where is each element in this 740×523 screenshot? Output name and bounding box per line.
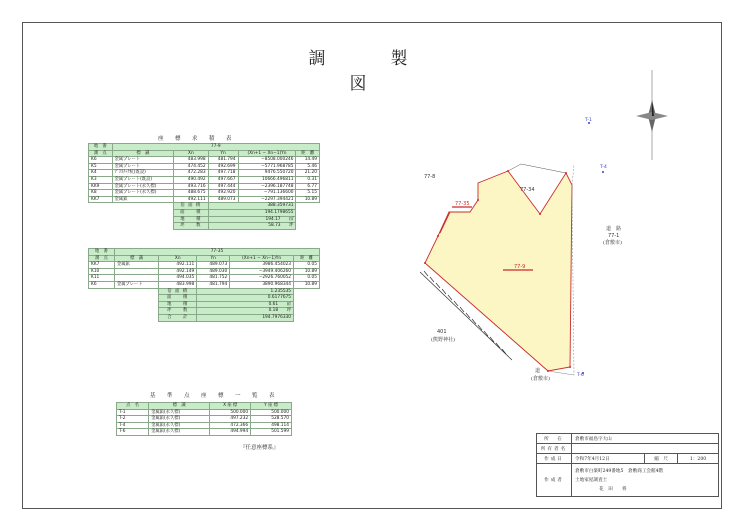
x-coord: 500.000 xyxy=(210,409,251,416)
distance: 0.05 xyxy=(294,275,320,282)
col-header: (Xn+1 − Xn−1)Yn xyxy=(238,150,296,157)
summary-label: 地 積 xyxy=(159,301,197,308)
x-coord: 472.283 xyxy=(174,170,208,177)
lot-77-35-label: 77-35 xyxy=(455,201,470,207)
summary-value: 388.359731 xyxy=(208,203,296,210)
summary-label: 倍 面 積 xyxy=(174,203,208,210)
lot-401-owner: (熊野神社) xyxy=(431,337,455,343)
x-coord: 488.675 xyxy=(174,190,208,197)
distance: 5.15 xyxy=(296,190,320,197)
point-name: KK9 xyxy=(89,183,113,190)
distance: 10.89 xyxy=(294,281,320,288)
area-term: −8508.000246 xyxy=(238,157,296,164)
scale-value: 1：200 xyxy=(678,454,719,464)
scale-label: 縮 尺 xyxy=(645,454,678,464)
summary-value: 0.18 坪 xyxy=(197,308,294,315)
col-header: Y 座 標 xyxy=(251,403,292,410)
lot-label: 地 番 xyxy=(89,144,113,151)
x-coord: 492.111 xyxy=(174,196,208,203)
x-coord: 494.994 xyxy=(210,429,251,436)
col-header: 測 点 xyxy=(89,150,113,157)
x-coord: 483.998 xyxy=(159,281,197,288)
coordinate-system-note: 『任意座標系』 xyxy=(240,445,279,451)
area-term: −2926.760052 xyxy=(230,275,294,282)
marker-type: 金属鋲 xyxy=(114,262,158,269)
summary-label: 倍 面 積 xyxy=(159,288,197,295)
point-name: K4 xyxy=(89,170,113,177)
col-header: 測 点 xyxy=(89,255,115,262)
boundary-point xyxy=(539,213,541,215)
area-term: −791.136600 xyxy=(238,190,296,197)
author-block xyxy=(572,464,719,497)
col-header: 距 離 xyxy=(294,255,320,262)
boundary-point xyxy=(437,235,439,237)
info-block xyxy=(536,433,719,497)
boundary-point xyxy=(477,199,479,201)
area-term: −2396.187748 xyxy=(238,183,296,190)
y-coord: 481.752 xyxy=(197,275,230,282)
marker-type: 金属プレート(既設) xyxy=(112,176,174,183)
boundary-point xyxy=(569,366,571,368)
summary-value: 194.1798655 xyxy=(208,209,296,216)
summary-value: 1.235535 xyxy=(197,288,294,295)
reference-point-t4 xyxy=(602,171,604,173)
col-header: (Xn+1 − Xn−1)Yn xyxy=(230,255,294,262)
lot-77-8-label: 77-8 xyxy=(424,174,436,180)
road-edge-bottom xyxy=(548,371,574,375)
road-right-lot: 77-1 xyxy=(608,233,620,239)
y-coord: 497.667 xyxy=(208,176,238,183)
col-header: 標 識 xyxy=(112,150,174,157)
lot-401-label: 401 xyxy=(437,329,447,335)
point-name: T-2 xyxy=(117,416,149,423)
col-header: 距 離 xyxy=(296,150,320,157)
distance: 10.89 xyxy=(296,196,320,203)
marker-type: 金属鋲(永久標) xyxy=(149,409,210,416)
lot-label: 地 番 xyxy=(89,249,115,256)
owner-value xyxy=(572,444,719,454)
summary-value: 58.73 坪 xyxy=(208,223,296,230)
y-coord: 489.030 xyxy=(197,268,230,275)
point-name: K8 xyxy=(89,190,113,197)
point-name: T-6 xyxy=(117,429,149,436)
col-header: X 座 標 xyxy=(210,403,251,410)
area-term: −2297.394421 xyxy=(238,196,296,203)
boundary-point xyxy=(507,170,509,172)
summary-label: 面 積 xyxy=(174,209,208,216)
north-arrow-icon xyxy=(636,70,668,160)
x-coord: 472.366 xyxy=(210,422,251,429)
area-term: −5771.968785 xyxy=(238,163,296,170)
author-title: 土地家屋調査士 xyxy=(575,477,608,483)
location-label: 所 在 xyxy=(537,434,572,444)
marker-type: 金属プレート xyxy=(112,157,174,164)
col-header: Yn xyxy=(208,150,238,157)
marker-type: 金属鋲 xyxy=(112,196,174,203)
point-name: T-4 xyxy=(117,422,149,429)
marker-type: 金属プレート(永久標) xyxy=(112,183,174,190)
point-name: K10 xyxy=(89,268,115,275)
col-header: 標 識 xyxy=(149,403,210,410)
boundary-point xyxy=(565,172,567,174)
summary-label: 坪 数 xyxy=(174,223,208,230)
y-coord: 481.794 xyxy=(197,281,230,288)
t1-label: T-1 xyxy=(585,118,592,123)
area-term: 3986.454023 xyxy=(230,262,294,269)
summary-value: 194.17 ㎡ xyxy=(208,216,296,223)
summary-value: 0.61 ㎡ xyxy=(197,301,294,308)
y-coord: 501.599 xyxy=(251,429,292,436)
marker-type: 金属鋲(永久標) xyxy=(149,422,210,429)
area-term: −3949.406260 xyxy=(230,268,294,275)
road-edge xyxy=(572,165,574,375)
distance: 0.05 xyxy=(294,262,320,269)
x-coord: 483.998 xyxy=(174,157,208,164)
lot-77-9-label: 77-9 xyxy=(514,264,526,270)
distance: 21.20 xyxy=(296,170,320,177)
area-term: 3890.968344 xyxy=(230,281,294,288)
road-right-label: 道 路 xyxy=(606,226,622,232)
point-name: K3 xyxy=(89,176,113,183)
y-coord: 489.073 xyxy=(208,196,238,203)
ref-table-title: 基 準 点 座 標 一 覧 表 xyxy=(150,393,278,399)
x-coord: 492.111 xyxy=(159,262,197,269)
point-name: K6 xyxy=(89,281,115,288)
t4-label: T-4 xyxy=(600,165,607,170)
distance: 10.89 xyxy=(294,268,320,275)
owner-label: 所有者名 xyxy=(537,444,572,454)
y-coord: 481.794 xyxy=(208,157,238,164)
x-coord: 493.716 xyxy=(174,183,208,190)
y-coord: 492.920 xyxy=(208,190,238,197)
y-coord: 500.000 xyxy=(251,409,292,416)
x-coord: 497.232 xyxy=(210,416,251,423)
point-name: K5 xyxy=(89,163,113,170)
point-name: KK7 xyxy=(89,196,113,203)
marker-type: 金属プレート xyxy=(112,163,174,170)
x-coord: 474.452 xyxy=(174,163,208,170)
distance: 14.49 xyxy=(296,157,320,164)
col-header: 標 識 xyxy=(114,255,158,262)
col-header: Xn xyxy=(174,150,208,157)
author-label: 作成者 xyxy=(537,464,572,497)
summary-label: 地 積 xyxy=(174,216,208,223)
marker-type: 金属鋲(永久標) xyxy=(149,429,210,436)
distance: 5.46 xyxy=(296,163,320,170)
col-header: Yn xyxy=(197,255,230,262)
t6-label: T-6 xyxy=(577,373,584,378)
boundary-point xyxy=(424,262,426,264)
lot-77-34-label: 77-34 xyxy=(520,187,535,193)
col-header: Xn xyxy=(159,255,197,262)
y-coord: 489.073 xyxy=(197,262,230,269)
page-title: 調 製 図 xyxy=(308,49,473,94)
y-coord: 498.114 xyxy=(251,422,292,429)
date-value: 令和7年4月12日 xyxy=(572,454,645,464)
marker-type: ﾌﾟﾗｽﾁｯｸ杭(既設) xyxy=(112,170,174,177)
point-name: K11 xyxy=(89,275,115,282)
y-coord: 492.699 xyxy=(208,163,238,170)
road-bottom-owner: (倉敷市) xyxy=(531,376,550,382)
y-coord: 528.570 xyxy=(251,416,292,423)
coord-table-title: 座 標 求 積 表 xyxy=(158,136,235,142)
point-name: K6 xyxy=(89,157,113,164)
summary-value: 0.6177675 xyxy=(197,295,294,302)
area-term: 10666.496811 xyxy=(238,176,296,183)
summary-label: 面 積 xyxy=(159,295,197,302)
total-label: 合 計 xyxy=(159,314,197,321)
lot-number: 77-35 xyxy=(114,249,319,256)
marker-type: 金属プレート(永久標) xyxy=(112,190,174,197)
neighbor-boundary xyxy=(508,164,566,173)
distance: 6.77 xyxy=(296,183,320,190)
col-header: 点 名 xyxy=(117,403,149,410)
point-name: T-1 xyxy=(117,409,149,416)
total-value: 194.7976330 xyxy=(197,314,294,321)
date-label: 作成日 xyxy=(537,454,572,464)
boundary-point xyxy=(547,370,549,372)
y-coord: 497.444 xyxy=(208,183,238,190)
road-right-owner: (倉敷市) xyxy=(603,240,622,246)
author-name: 花 田 将 xyxy=(599,486,627,492)
summary-label: 坪 数 xyxy=(159,308,197,315)
x-coord: 494.035 xyxy=(159,275,197,282)
point-name: KK7 xyxy=(89,262,115,269)
road-bottom-label: 道 xyxy=(535,368,541,374)
marker-type: 金属鋲(永久標) xyxy=(149,416,210,423)
x-coord: 490.492 xyxy=(174,176,208,183)
lot-number: 77-9 xyxy=(112,144,319,151)
marker-type: 金属プレート xyxy=(114,281,158,288)
distance: 0.31 xyxy=(296,176,320,183)
x-coord: 492.149 xyxy=(159,268,197,275)
location-value: 倉敷市福島字大山 xyxy=(572,434,719,444)
author-address: 倉敷市白楽町249番地5 倉敷商工会館4階 xyxy=(575,468,664,474)
area-term: 9476.550720 xyxy=(238,170,296,177)
y-coord: 497.718 xyxy=(208,170,238,177)
